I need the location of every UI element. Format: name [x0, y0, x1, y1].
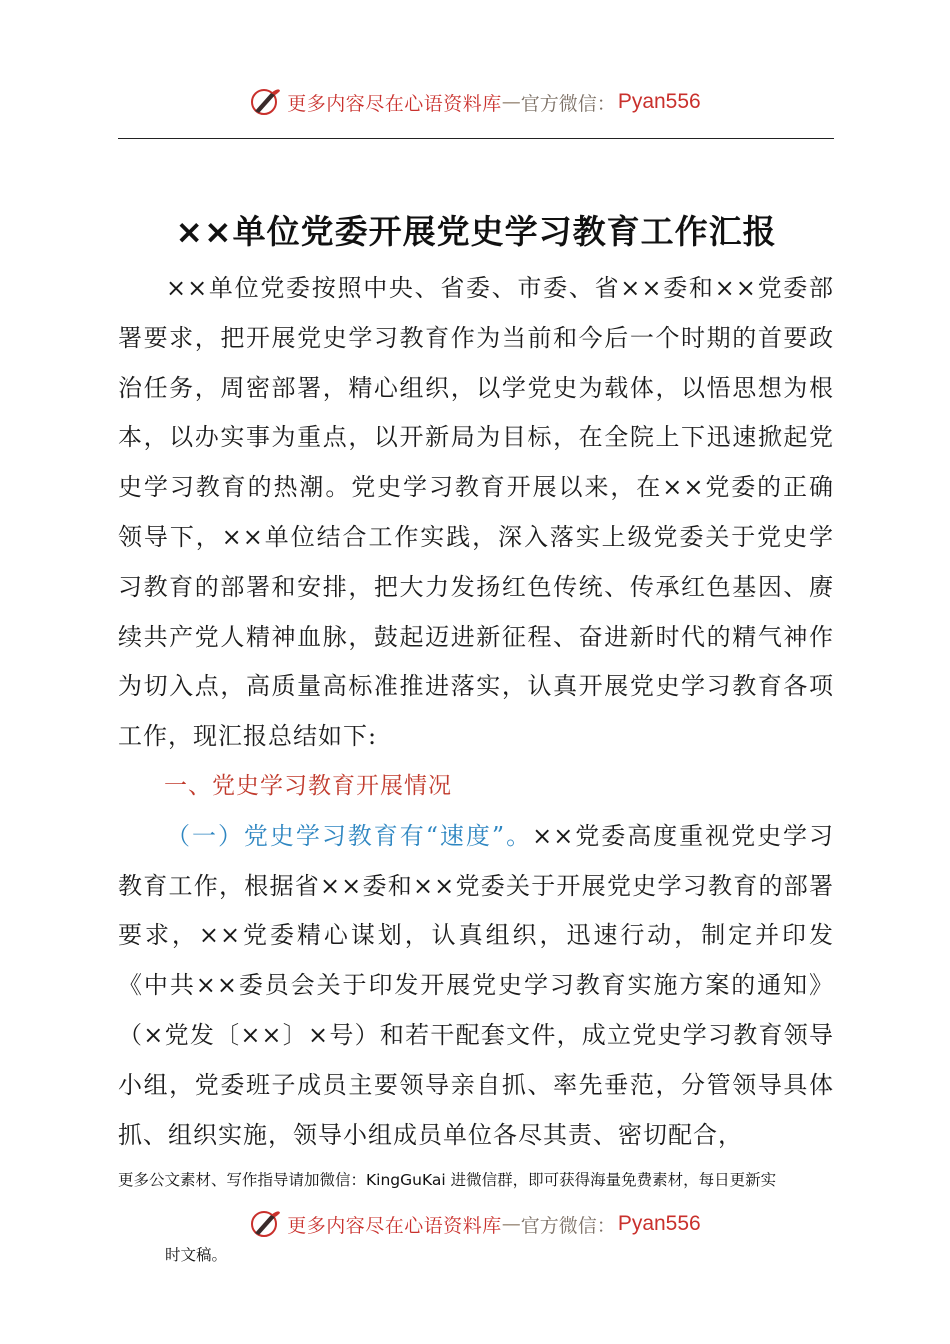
banner-wechat-label: 官方微信： [520, 1214, 616, 1237]
section-heading: 一、党史学习教育开展情况 [164, 772, 452, 799]
banner-site-name: 更多内容尽在心语资料库 [287, 92, 502, 115]
banner-separator: — [501, 1213, 521, 1235]
footer-note-tail: 时文稿。 [165, 1246, 228, 1264]
subsection-body: ××党委高度重视党史学习教育工作，根据省××委和××党委关于开展党史学习教育的部署要求，××党委精心谋划，认真组织，迅速行动，制定并印发《中共××委员会关于印发开展党史学习教育实施方案的通知》（×党发〔××〕×号）和若干配套文件，成立党史学习教育领导小组，党委班子成员主要领导亲自抓、率先垂范，分管领导具体抓、组织实施，领导小组成员单位各尽其责、密切配合， [118, 821, 835, 1149]
document-body [118, 264, 834, 1160]
banner-separator: — [501, 91, 521, 113]
footer-banner [0, 1204, 950, 1244]
banner-wechat-label: 官方微信： [520, 92, 616, 115]
intro-paragraph: ××单位党委按照中央、省委、市委、省××委和××党委部署要求，把开展党史学习教育作为当前和今后一个时期的首要政治任务，周密部署，精心组织，以学党史为载体，以悟思想为根本，以办实事为重点，以开新局为目标，在全院上下迅速掀起党史学习教育的热潮。党史学习教育开展以来，在××党委的正确领导下，××单位结合工作实践，深入落实上级党委关于党史学习教育的部署和安排，把大力发扬红色传统、传承红色基因、赓续共产党人精神血脉，鼓起迈进新征程、奋进新时代的精气神作为切入点，高质量高标准推进落实，认真开展党史学习教育各项工作，现汇报总结如下: [118, 274, 834, 751]
document-title: ××单位党委开展党史学习教育工作汇报 [175, 212, 777, 252]
banner-wechat-id: Pyan556 [617, 90, 701, 113]
footer-note: 更多公文素材、写作指导请加微信：KingGuKai 进微信群，即可获得海量免费素材，每日更新实 [118, 1171, 777, 1189]
header-divider [118, 138, 834, 139]
brush-logo-icon [249, 1207, 283, 1241]
banner-wechat-id: Pyan556 [617, 1212, 701, 1235]
banner-site-name: 更多内容尽在心语资料库 [287, 1214, 502, 1237]
subsection-heading: （一）党史学习教育有“速度”。 [166, 821, 533, 850]
header-banner [0, 82, 950, 122]
subsection-paragraph [118, 812, 834, 1161]
brush-logo-icon [249, 85, 283, 119]
